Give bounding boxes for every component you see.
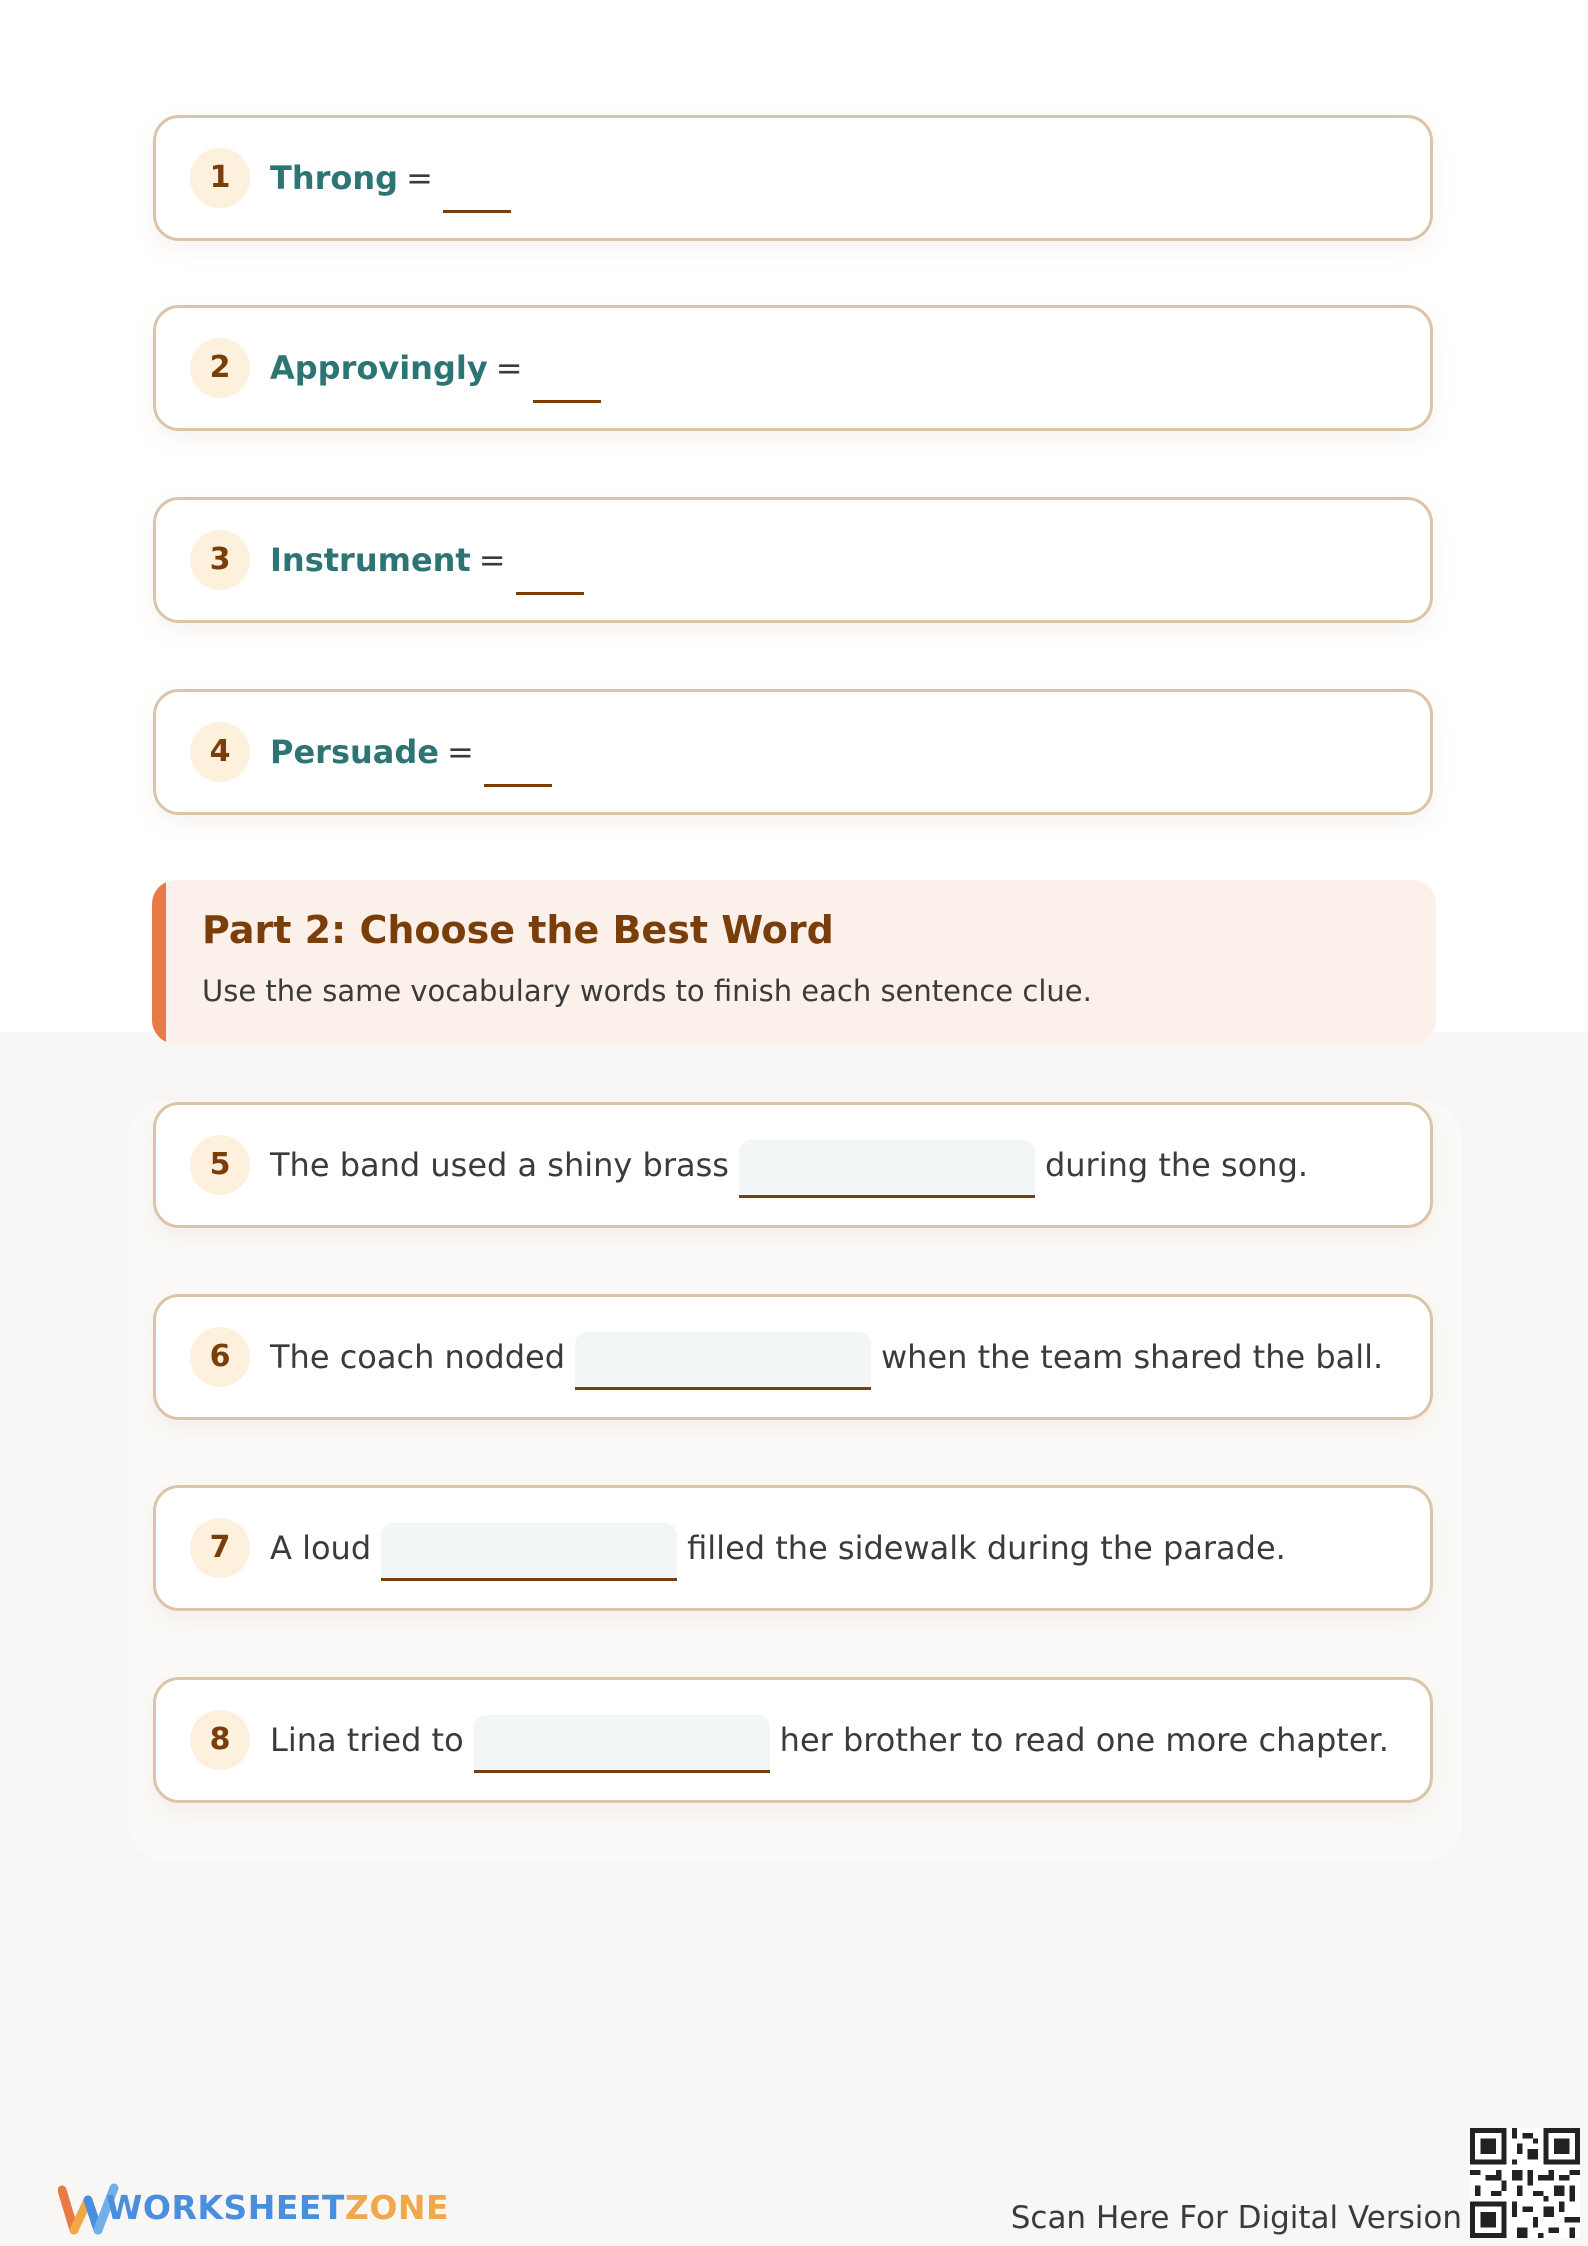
- item-number: 7: [190, 1518, 250, 1578]
- sentence-row: [270, 1680, 1389, 1800]
- answer-blank[interactable]: [484, 750, 552, 787]
- answer-blank[interactable]: [533, 366, 601, 403]
- equals-sign: =: [478, 541, 506, 579]
- sentence-card-5: [153, 1102, 1433, 1228]
- vocab-card-4: [153, 689, 1433, 815]
- item-number: 1: [190, 148, 250, 208]
- brand-part2: ZONE: [344, 2188, 450, 2227]
- item-number: 3: [190, 530, 250, 590]
- sentence-before: Lina tried to: [270, 1721, 464, 1759]
- brand-name: [106, 2188, 449, 2227]
- section-title: Part 2: Choose the Best Word: [202, 908, 834, 952]
- vocab-card-1: [153, 115, 1433, 241]
- sentence-card-6: [153, 1294, 1433, 1420]
- answer-blank[interactable]: [443, 176, 511, 213]
- sentence-after: during the song.: [1044, 1146, 1309, 1184]
- equals-sign: =: [446, 733, 474, 771]
- scan-instruction: Scan Here For Digital Version: [1010, 2200, 1462, 2236]
- item-number: 8: [190, 1710, 250, 1770]
- accent-bar: [152, 880, 166, 1044]
- sentence-before: A loud: [270, 1529, 372, 1567]
- sentence-card-7: [153, 1485, 1433, 1611]
- sentence-after: her brother to read one more chapter.: [779, 1721, 1389, 1759]
- answer-blank[interactable]: [739, 1140, 1035, 1198]
- sentence-row: [270, 1105, 1308, 1225]
- item-number: 5: [190, 1135, 250, 1195]
- sentence-after: filled the sidewalk during the parade.: [687, 1529, 1286, 1567]
- qr-code-icon[interactable]: [1470, 2128, 1580, 2238]
- sentence-after: when the team shared the ball.: [881, 1338, 1384, 1376]
- vocab-word: Throng: [270, 159, 399, 197]
- brand-part1: WORKSHEET: [106, 2188, 345, 2227]
- vocab-word: Instrument: [270, 541, 471, 579]
- vocab-word: Approvingly: [270, 349, 488, 387]
- answer-blank[interactable]: [381, 1523, 677, 1581]
- sentence-row: [270, 1297, 1383, 1417]
- vocab-card-3: [153, 497, 1433, 623]
- vocab-card-2: [153, 305, 1433, 431]
- vocab-row: [270, 308, 601, 428]
- sentence-before: The coach nodded: [270, 1338, 565, 1376]
- equals-sign: =: [495, 349, 523, 387]
- vocab-word: Persuade: [270, 733, 439, 771]
- answer-blank[interactable]: [516, 558, 584, 595]
- item-number: 4: [190, 722, 250, 782]
- vocab-row: [270, 500, 584, 620]
- answer-blank[interactable]: [474, 1715, 770, 1773]
- sentence-before: The band used a shiny brass: [270, 1146, 729, 1184]
- vocab-row: [270, 118, 511, 238]
- section-instructions: Use the same vocabulary words to finish each sentence clue.: [202, 974, 1092, 1008]
- sentence-card-8: [153, 1677, 1433, 1803]
- item-number: 2: [190, 338, 250, 398]
- answer-blank[interactable]: [575, 1332, 871, 1390]
- equals-sign: =: [406, 159, 433, 197]
- item-number: 6: [190, 1327, 250, 1387]
- vocab-row: [270, 692, 552, 812]
- part2-header: [152, 880, 1436, 1044]
- sentence-row: [270, 1488, 1286, 1608]
